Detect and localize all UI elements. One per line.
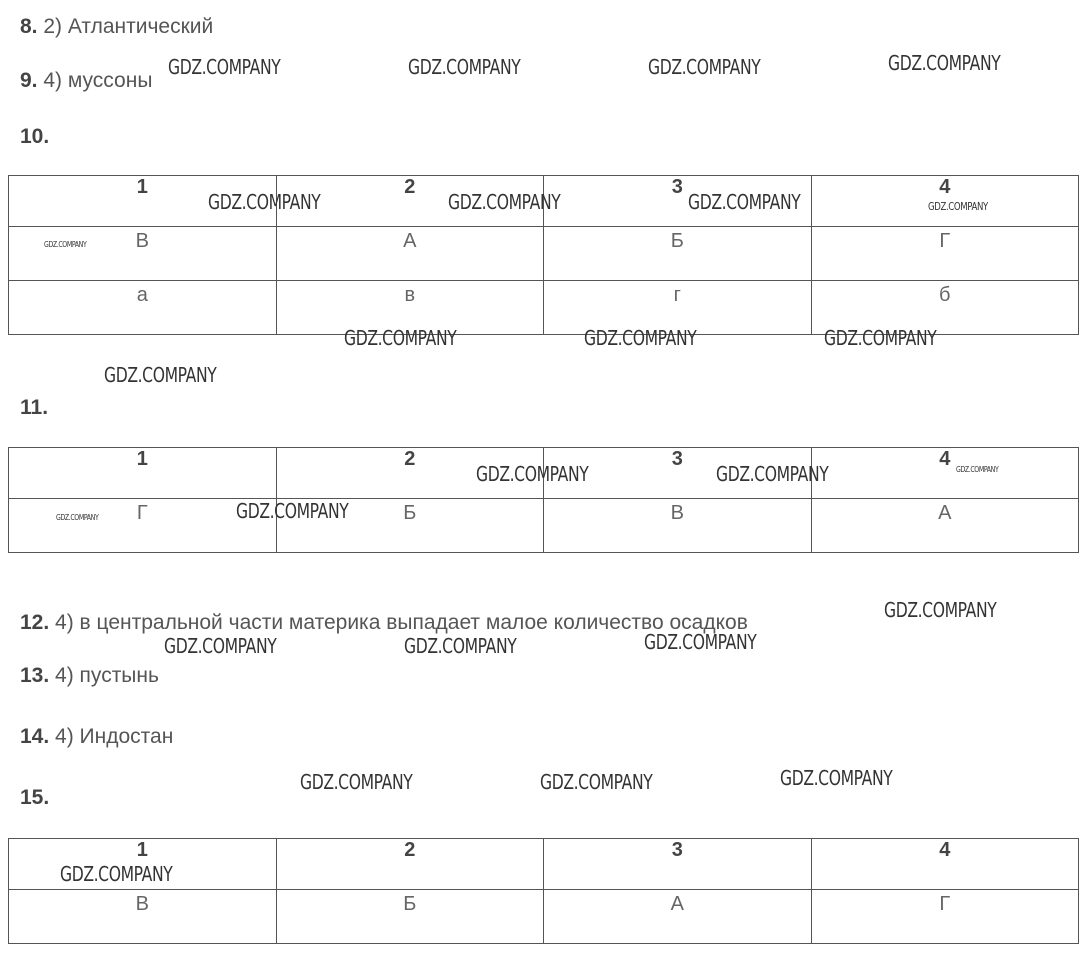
question-number: 9.	[20, 69, 38, 92]
answer-text: 4) пустынь	[55, 664, 159, 687]
table-row	[9, 499, 1079, 553]
answer-10	[20, 125, 49, 149]
table-cell: А	[276, 227, 544, 281]
watermark: GDZ.COMPANY	[884, 598, 997, 622]
answer-13	[20, 664, 159, 688]
question-number: 8.	[20, 15, 38, 38]
table-cell: А	[544, 890, 812, 944]
table-header-cell: 4	[811, 176, 1079, 227]
answer-text: 2) Атлантический	[43, 15, 214, 38]
table-header-cell: 1	[9, 176, 277, 227]
watermark: GDZ.COMPANY	[476, 462, 589, 486]
table-cell: Б	[276, 499, 544, 553]
answer-text: 4) в центральной части материка выпадает малое количество осадков	[55, 611, 748, 634]
watermark: GDZ.COMPANY	[448, 190, 561, 214]
watermark: GDZ.COMPANY	[408, 55, 521, 79]
answer-14	[20, 725, 173, 749]
table-header-cell: 2	[276, 176, 544, 227]
watermark: GDZ.COMPANY	[644, 630, 757, 654]
answer-11	[20, 396, 48, 420]
answer-text: 4) муссоны	[43, 69, 153, 92]
table-cell: в	[276, 281, 544, 335]
watermark: GDZ.COMPANY	[584, 326, 697, 350]
table-header-cell: 3	[544, 448, 812, 499]
watermark: GDZ.COMPANY	[648, 55, 761, 79]
table-cell: В	[544, 499, 812, 553]
table-header-cell: 4	[811, 448, 1079, 499]
watermark: GDZ.COMPANY	[236, 499, 349, 523]
table-header-row	[9, 448, 1079, 499]
watermark: GDZ.COMPANY	[716, 462, 829, 486]
watermark: GDZ.COMPANY	[44, 240, 87, 249]
table-header-cell: 2	[276, 839, 544, 890]
watermark: GDZ.COMPANY	[208, 190, 321, 214]
watermark: GDZ.COMPANY	[404, 634, 517, 658]
watermark: GDZ.COMPANY	[164, 634, 277, 658]
table-row	[9, 227, 1079, 281]
question-number: 14.	[20, 725, 50, 748]
table-cell: Б	[276, 890, 544, 944]
table-cell: г	[544, 281, 812, 335]
table-cell: Г	[811, 890, 1079, 944]
table-header-row	[9, 176, 1079, 227]
answer-9	[20, 69, 152, 93]
table-cell: Г	[811, 227, 1079, 281]
table-header-cell: 1	[9, 448, 277, 499]
watermark: GDZ.COMPANY	[56, 513, 99, 522]
watermark: GDZ.COMPANY	[780, 766, 893, 790]
question-number: 10.	[20, 125, 50, 148]
answer-table-11	[8, 447, 1079, 553]
table-header-cell: 2	[276, 448, 544, 499]
answer-15	[20, 786, 49, 810]
question-number: 11.	[20, 396, 49, 419]
table-header-row	[9, 839, 1079, 890]
table-cell: Г	[9, 499, 277, 553]
question-number: 12.	[20, 611, 50, 634]
watermark: GDZ.COMPANY	[688, 190, 801, 214]
answer-12	[20, 611, 748, 635]
watermark: GDZ.COMPANY	[824, 326, 937, 350]
answer-text: 4) Индостан	[55, 725, 174, 748]
table-header-cell: 3	[544, 176, 812, 227]
table-header-cell: 1	[9, 839, 277, 890]
watermark: GDZ.COMPANY	[60, 862, 173, 886]
watermark: GDZ.COMPANY	[888, 51, 1001, 75]
table-cell: А	[811, 499, 1079, 553]
watermark: GDZ.COMPANY	[928, 200, 988, 213]
table-row	[9, 281, 1079, 335]
answer-table-15	[8, 838, 1079, 944]
answer-8	[20, 15, 213, 39]
table-cell: Б	[544, 227, 812, 281]
question-number: 15.	[20, 786, 50, 809]
table-header-cell: 4	[811, 839, 1079, 890]
table-cell: а	[9, 281, 277, 335]
table-header-cell: 3	[544, 839, 812, 890]
watermark: GDZ.COMPANY	[956, 465, 999, 474]
watermark: GDZ.COMPANY	[104, 363, 217, 387]
watermark: GDZ.COMPANY	[344, 326, 457, 350]
table-cell: В	[9, 890, 277, 944]
watermark: GDZ.COMPANY	[540, 770, 653, 794]
table-row	[9, 890, 1079, 944]
watermark: GDZ.COMPANY	[300, 770, 413, 794]
table-cell: б	[811, 281, 1079, 335]
answer-table-10	[8, 175, 1079, 335]
watermark: GDZ.COMPANY	[168, 55, 281, 79]
question-number: 13.	[20, 664, 50, 687]
table-cell: В	[9, 227, 277, 281]
